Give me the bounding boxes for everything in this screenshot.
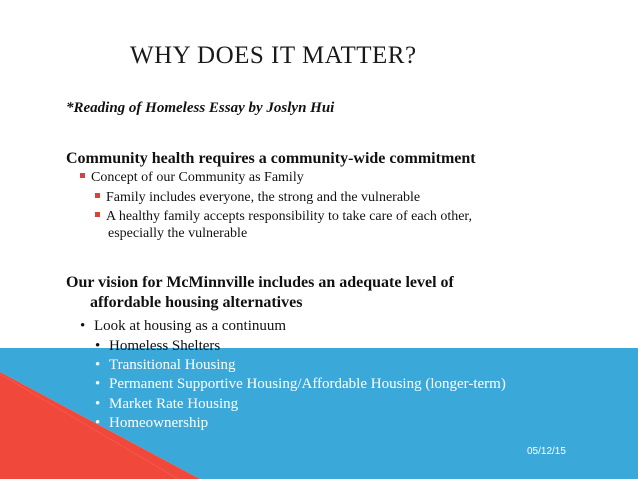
square-bullet-icon: [95, 212, 100, 217]
housing-item: • Homeless Shelters: [95, 338, 221, 354]
housing-item: • Market Rate Housing: [95, 396, 239, 412]
vision-bullet: • Look at housing as a continuum: [80, 318, 287, 334]
dot-bullet-icon: •: [95, 357, 101, 373]
community-sub-bullet: Family includes everyone, the strong and the vulnerable: [95, 190, 420, 206]
dot-bullet-icon: •: [95, 415, 101, 431]
vision-heading: Our vision for McMinnville includes an adequate level of: [66, 274, 454, 291]
vision-heading-continued: affordable housing alternatives: [90, 294, 303, 311]
dot-bullet-icon: •: [95, 376, 101, 392]
community-bullet: Concept of our Community as Family: [80, 170, 304, 186]
housing-item: • Permanent Supportive Housing/Affordable Housing (longer-term): [95, 376, 506, 392]
housing-item: • Homeownership: [95, 415, 209, 431]
slide-date: 05/12/15: [527, 446, 566, 457]
dot-bullet-icon: •: [80, 318, 86, 334]
community-sub-bullet: A healthy family accepts responsibility to take care of each other,: [95, 209, 472, 225]
dot-bullet-icon: •: [95, 338, 101, 354]
community-heading: Community health requires a community-wide commitment: [66, 150, 476, 167]
square-bullet-icon: [95, 193, 100, 198]
slide-title: WHY DOES IT MATTER?: [130, 42, 417, 69]
essay-note: *Reading of Homeless Essay by Joslyn Hui: [66, 100, 335, 116]
community-sub-bullet-continued: especially the vulnerable: [108, 226, 248, 241]
square-bullet-icon: [80, 173, 85, 178]
housing-item: • Transitional Housing: [95, 357, 236, 373]
dot-bullet-icon: •: [95, 396, 101, 412]
